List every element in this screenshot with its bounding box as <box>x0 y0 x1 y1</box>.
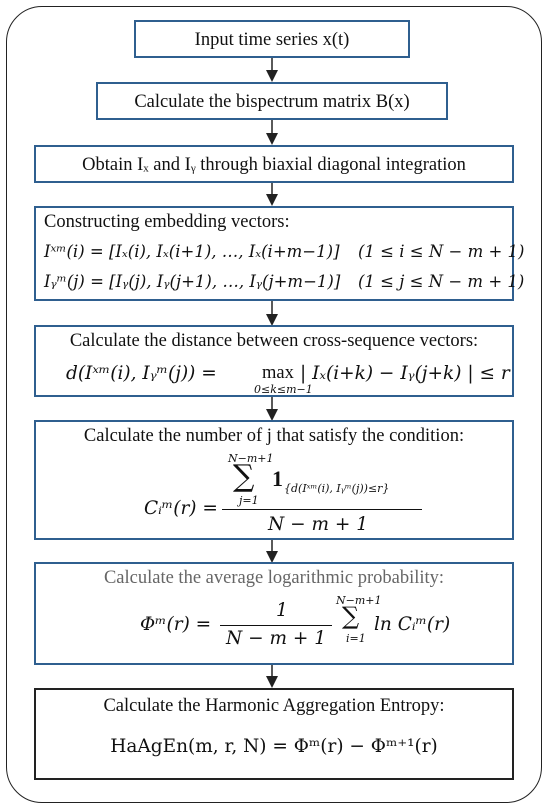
entropy-formula: HaAgEn(m, r, N) = Φᵐ(r) − Φᵐ⁺¹(r) <box>110 736 438 757</box>
distance-rhs: | Iₓ(i+k) − Iᵧ(j+k) | ≤ r <box>300 363 510 384</box>
count-sum-top: N−m+1 <box>228 452 274 465</box>
step-integration-box <box>34 145 514 183</box>
step-input-text: Input time series x(t) <box>194 30 350 50</box>
step-bispectrum-box <box>96 82 448 120</box>
step-distance-box <box>34 325 514 397</box>
distance-title: Calculate the distance between cross-sequence vectors: <box>69 331 479 351</box>
distance-max-sub: 0≤k≤m−1 <box>254 383 313 396</box>
embedding-line-x: Iˣᵐ(i) = [Iₓ(i), Iₓ(i+1), …, Iₓ(i+m−1)] <box>44 242 340 261</box>
probability-sum-sign: ∑ <box>342 602 360 630</box>
count-denominator: N − m + 1 <box>268 514 369 535</box>
probability-fraction-bar <box>220 625 332 626</box>
step-input-box <box>134 20 410 58</box>
step-probability-box <box>34 562 514 665</box>
count-sum-bottom: j=1 <box>239 494 259 507</box>
count-indicator-sub: {d(Iˣᵐ(i), Iᵧᵐ(j))≤r} <box>284 482 390 495</box>
outer-frame <box>6 6 542 803</box>
embedding-cond-x: (1 ≤ i ≤ N − m + 1) <box>358 242 525 261</box>
step-entropy-box <box>34 688 514 780</box>
step-bispectrum-text: Calculate the bispectrum matrix B(x) <box>134 92 410 112</box>
count-lhs: Cᵢᵐ(r) = <box>144 498 218 519</box>
embedding-cond-y: (1 ≤ j ≤ N − m + 1) <box>358 272 525 291</box>
count-sum-sign: ∑ <box>233 459 255 494</box>
count-indicator: 1 <box>272 466 283 491</box>
embedding-title: Constructing embedding vectors: <box>44 212 290 232</box>
count-title: Calculate the number of j that satisfy the condition: <box>83 426 465 446</box>
count-fraction-bar <box>222 509 422 510</box>
probability-denominator: N − m + 1 <box>226 628 327 649</box>
probability-lhs: Φᵐ(r) = <box>140 614 212 635</box>
step-embedding-box <box>34 206 525 301</box>
probability-sum-top: N−m+1 <box>336 594 382 607</box>
entropy-title: Calculate the Harmonic Aggregation Entropy: <box>103 696 445 716</box>
probability-term: ln Cᵢᵐ(r) <box>374 614 451 635</box>
step-count-box <box>34 420 514 540</box>
probability-title: Calculate the average logarithmic probability: <box>103 568 445 588</box>
step-integration-text: Obtain Iₓ and Iᵧ through biaxial diagonal integration <box>82 155 466 175</box>
embedding-line-y: Iᵧᵐ(j) = [Iᵧ(j), Iᵧ(j+1), …, Iᵧ(j+m−1)] <box>44 272 341 291</box>
distance-lhs: d(Iˣᵐ(i), Iᵧᵐ(j)) = <box>66 363 217 384</box>
probability-sum-bottom: i=1 <box>346 632 366 645</box>
probability-numerator: 1 <box>276 600 288 621</box>
distance-max: max <box>262 363 294 383</box>
